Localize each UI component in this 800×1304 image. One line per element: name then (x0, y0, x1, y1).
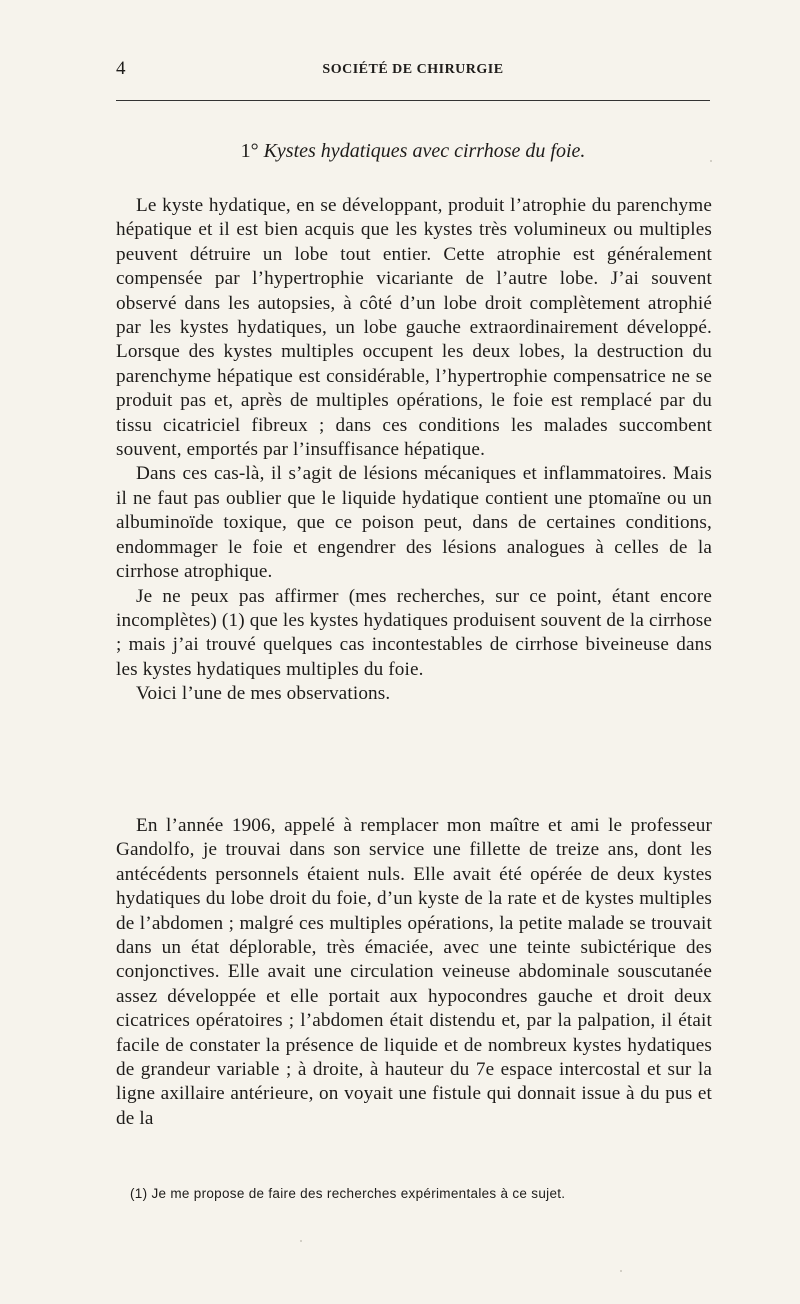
body-text-block (116, 814, 712, 1131)
section-number: 1° (240, 140, 259, 162)
paragraph: Voici l’une de mes observations. (136, 683, 391, 705)
paragraph: En l’année 1906, appelé à remplacer mon maître et ami le professeur Gandolfo, je trouvai dans son service une fillette de treize ans, dont les antécédents personnels étaient nuls. Elle avait été opérée de deux kystes hydatiques du lobe droit du foie, d’un kyste de la rate et de kystes multiples de l’abdomen ; malgré ces multiples opérations, la petite malade se trouvait dans un état déplorable, très émaciée, avec une teinte subictérique des conjonctives. Elle avait une circulation veineuse abdominale souscutanée assez développée et elle portait aux hypocondres gauche et droit deux cicatrices opératoires ; l’abdomen était distendu et, par la palpation, il était facile de constater la présence de liquide et de nombreux kystes hydatiques de grandeur variable ; à droite, à hauteur du 7e espace intercostal et sur la ligne axillaire antérieure, on voyait une fistule qui donnait issue à du pus et de la (116, 815, 712, 1129)
header-divider (116, 100, 710, 101)
paper-speck (620, 1270, 622, 1272)
body-text-block (116, 194, 712, 707)
paper-speck (300, 1240, 302, 1242)
paragraph: Dans ces cas-là, il s’agit de lésions mécaniques et inflammatoires. Mais il ne faut pas oublier que le liquide hydatique contient une ptomaïne ou un albuminoïde toxique, que ce poison peut, dans de certaines conditions, endommager le foie et engendrer des lésions analogues à celles de la cirrhose atrophique. (116, 463, 712, 583)
paragraph: Je ne peux pas affirmer (mes recherches, sur ce point, étant encore incomplètes) (1) que les kystes hydatiques produisent souvent de la cirrhose ; mais j’ai trouvé quelques cas incontestables de cirrhose biveineuse dans les kystes hydatiques multiples du foie. (116, 585, 712, 680)
paper-speck (710, 160, 712, 162)
section-title: Kystes hydatiques avec cirrhose du foie. (263, 140, 586, 162)
page-number: 4 (116, 58, 126, 79)
paragraph: Le kyste hydatique, en se développant, produit l’atrophie du parenchyme hépatique et il est bien acquis que les kystes très volumineux ou multiples peuvent détruire un lobe tout entier. Cette atrophie est généralement compensée par l’hypertrophie vicariante de l’autre lobe. J’ai souvent observé dans les autopsies, à côté d’un lobe droit complètement atrophié par les kystes hydatiques, un lobe gauche extraordinairement développé. Lorsque des kystes multiples occupent les deux lobes, la destruction du parenchyme hépatique est considérable, l’hypertrophie compensatrice ne se produit pas et, après de multiples opérations, le foie est remplacé par du tissu cicatriciel fibreux ; dans ces conditions les malades succombent souvent, emportés par l’insuffisance hépatique. (116, 195, 712, 461)
running-title: SOCIÉTÉ DE CHIRURGIE (322, 62, 504, 77)
footnote: (1) Je me propose de faire des recherches expérimentales à ce sujet. (130, 1186, 566, 1201)
page-header (116, 58, 710, 88)
section-heading (116, 140, 710, 163)
